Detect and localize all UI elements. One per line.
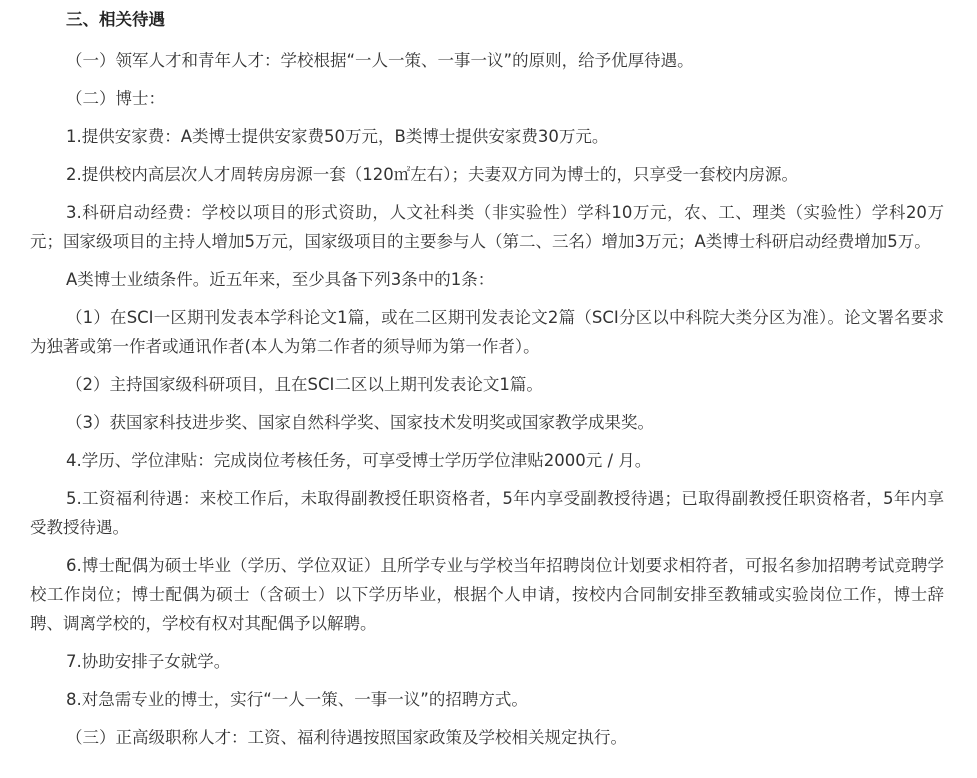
paragraph-spouse-employment: 6.博士配偶为硕士毕业（学历、学位双证）且所学专业与学校当年招聘岗位计划要求相符者，可报名参加招聘考试竞聘学校工作岗位；博士配偶为硕士（含硕士）以下学历毕业，根据个人申请，按校内合同制安排至教辅或实验岗位工作，博士辞聘、调离学校的，学校有权对其配偶予以解聘。 <box>30 556 944 633</box>
paragraph-senior-title-talents: （三）正高级职称人才：工资、福利待遇按照国家政策及学校相关规定执行。 <box>66 728 627 747</box>
spacer <box>30 32 944 46</box>
spacer <box>30 256 944 265</box>
paragraph-housing: 2.提供校内高层次人才周转房房源一套（120㎡左右）；夫妻双方同为博士的，只享受一套校内房源。 <box>66 165 798 184</box>
spacer <box>30 714 944 723</box>
spacer <box>30 437 944 446</box>
spacer <box>30 361 944 370</box>
paragraph-settlement-allowance: 1.提供安家费：A类博士提供安家费50万元，B类博士提供安家费30万元。 <box>66 127 609 146</box>
spacer <box>30 475 944 484</box>
spacer <box>30 189 944 198</box>
paragraph-doctor-heading: （二）博士： <box>66 89 165 108</box>
spacer <box>30 75 944 84</box>
spacer <box>30 542 944 551</box>
spacer <box>30 151 944 160</box>
spacer <box>30 638 944 647</box>
paragraph-condition-1: （1）在SCI一区期刊发表本学科论文1篇，或在二区期刊发表论文2篇（SCI分区以中科院大类分区为准）。论文署名要求为独著或第一作者或通讯作者(本人为第二作者的须导师为第一作者）。 <box>30 308 944 356</box>
paragraph-condition-3: （3）获国家科技进步奖、国家自然科学奖、国家技术发明奖或国家教学成果奖。 <box>66 413 654 432</box>
paragraph-degree-allowance: 4.学历、学位津贴：完成岗位考核任务，可享受博士学历学位津贴2000元 / 月。 <box>66 451 652 470</box>
paragraph-urgent-majors: 8.对急需专业的博士，实行“一人一策、一事一议”的招聘方式。 <box>66 690 528 709</box>
spacer <box>30 399 944 408</box>
paragraph-research-startup-funds: 3.科研启动经费：学校以项目的形式资助，人文社科类（非实验性）学科10万元，农、工、理类（实验性）学科20万元；国家级项目的主持人增加5万元，国家级项目的主要参与人（第二、三名）增加3万元；A类博士科研启动经费增加5万。 <box>30 203 944 251</box>
paragraph-condition-2: （2）主持国家级科研项目，且在SCI二区以上期刊发表论文1篇。 <box>66 375 543 394</box>
section-heading: 三、相关待遇 <box>66 10 165 29</box>
spacer <box>30 676 944 685</box>
paragraph-salary-benefits: 5.工资福利待遇：来校工作后，未取得副教授任职资格者，5年内享受副教授待遇；已取得副教授任职资格者，5年内享受教授待遇。 <box>30 489 944 537</box>
paragraph-children-schooling: 7.协助安排子女就学。 <box>66 652 231 671</box>
spacer <box>30 113 944 122</box>
paragraph-class-a-conditions: A类博士业绩条件。近五年来，至少具备下列3条中的1条： <box>66 270 495 289</box>
paragraph-leading-talents: （一）领军人才和青年人才：学校根据“一人一策、一事一议”的原则，给予优厚待遇。 <box>66 51 694 70</box>
spacer <box>30 294 944 303</box>
